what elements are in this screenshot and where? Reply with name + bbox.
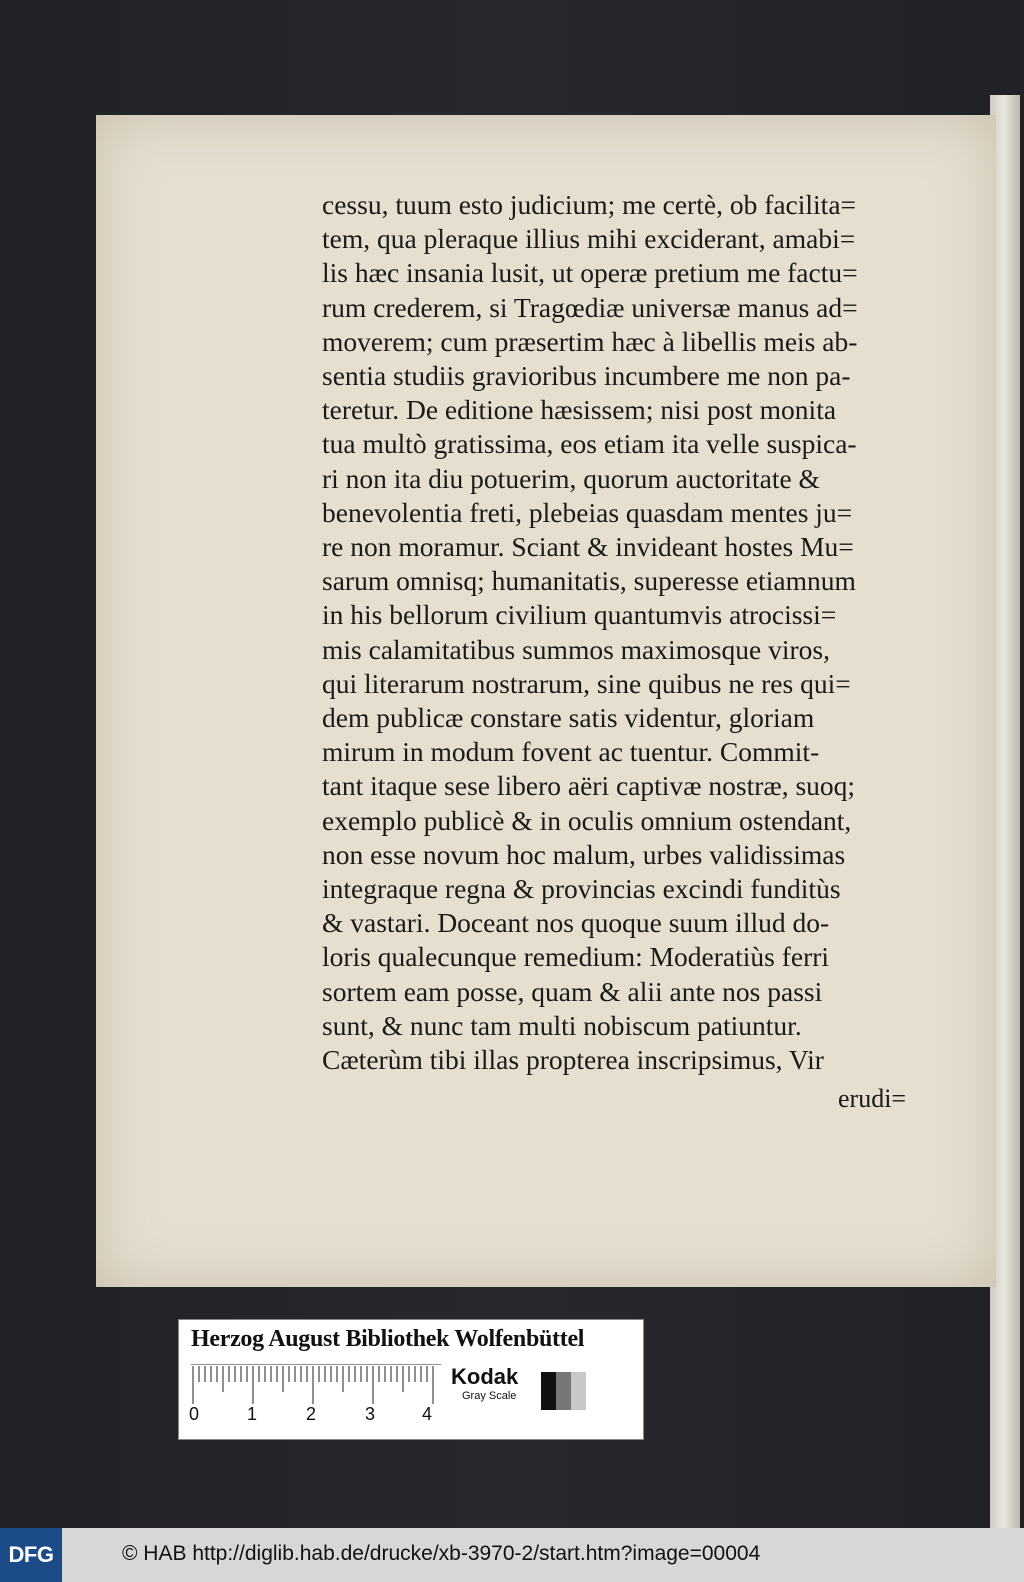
text-line: loris qualecunque remedium: Moderatiùs ferri	[322, 941, 830, 973]
ruler-number: 4	[422, 1404, 433, 1424]
ruler-number: 1	[247, 1404, 258, 1424]
text-line: moverem; cum præsertim hæc à libellis meis ab-	[322, 325, 858, 357]
text-line: tua multò gratissima, eos etiam ita velle suspica-	[322, 428, 857, 460]
page-text	[322, 188, 942, 1077]
gray-swatch	[541, 1372, 556, 1410]
text-line: lis hæc insania lusit, ut operæ pretium me factu=	[322, 257, 858, 289]
text-line: rum crederem, si Tragœdiæ universæ manus ad=	[322, 291, 858, 323]
catchword: erudi=	[838, 1084, 907, 1113]
library-name: Herzog August Bibliothek Wolfenbüttel	[191, 1326, 585, 1352]
kodak-brand: Kodak	[451, 1364, 519, 1389]
ruler-scale	[191, 1364, 441, 1404]
text-line: sortem eam posse, quam & alii ante nos passi	[322, 975, 823, 1007]
gray-swatch	[556, 1372, 571, 1410]
footer-copyright-link[interactable]: © HAB http://diglib.hab.de/drucke/xb-3970-2/start.htm?image=00004	[122, 1542, 761, 1565]
viewer-footer	[0, 1528, 1024, 1582]
text-line: integraque regna & provincias excindi funditùs	[322, 873, 841, 905]
text-line: exemplo publicè & in oculis omnium ostendant,	[322, 804, 852, 836]
ruler-number: 0	[189, 1404, 200, 1424]
text-line: tem, qua pleraque illius mihi exciderant, amabi=	[322, 223, 856, 255]
text-line: tant itaque sese libero aëri captivæ nostræ, suoq;	[322, 770, 856, 802]
text-line: sentia studiis gravioribus incumbere me non pa-	[322, 360, 851, 392]
gray-swatch	[571, 1372, 586, 1410]
color-target-card	[178, 1319, 644, 1440]
text-line: non esse novum hoc malum, urbes validissimas	[322, 838, 846, 870]
ruler-number: 2	[306, 1404, 317, 1424]
text-line: benevolentia freti, plebeias quasdam mentes ju=	[322, 496, 853, 528]
ruler-number: 3	[365, 1404, 376, 1424]
text-line: ri non ita diu potuerim, quorum auctoritate &	[322, 462, 820, 494]
text-line: dem publicæ constare satis videntur, gloriam	[322, 702, 815, 734]
gray-swatches	[541, 1372, 586, 1410]
text-line: re non moramur. Sciant & invideant hostes Mu=	[322, 531, 854, 563]
text-line: cessu, tuum esto judicium; me certè, ob facilita=	[322, 189, 857, 220]
dfg-logo: DFG	[0, 1528, 62, 1582]
text-line: & vastari. Doceant nos quoque suum illud do-	[322, 907, 830, 939]
text-line: mis calamitatibus summos maximosque viros,	[322, 633, 830, 665]
text-line: sarum omnisq; humanitatis, superesse etiamnum	[322, 565, 856, 597]
text-line: mirum in modum fovent ac tuentur. Commit-	[322, 736, 820, 768]
gray-scale-label: Gray Scale	[462, 1390, 517, 1402]
text-line: qui literarum nostrarum, sine quibus ne res qui=	[322, 667, 851, 699]
text-line: sunt, & nunc tam multi nobiscum patiuntur.	[322, 1009, 802, 1041]
text-line: Cæterùm tibi illas propterea inscripsimus, Vir	[322, 1044, 824, 1076]
text-line: in his bellorum civilium quantumvis atrocissi=	[322, 599, 837, 631]
text-line: teretur. De editione hæsissem; nisi post monita	[322, 394, 837, 426]
